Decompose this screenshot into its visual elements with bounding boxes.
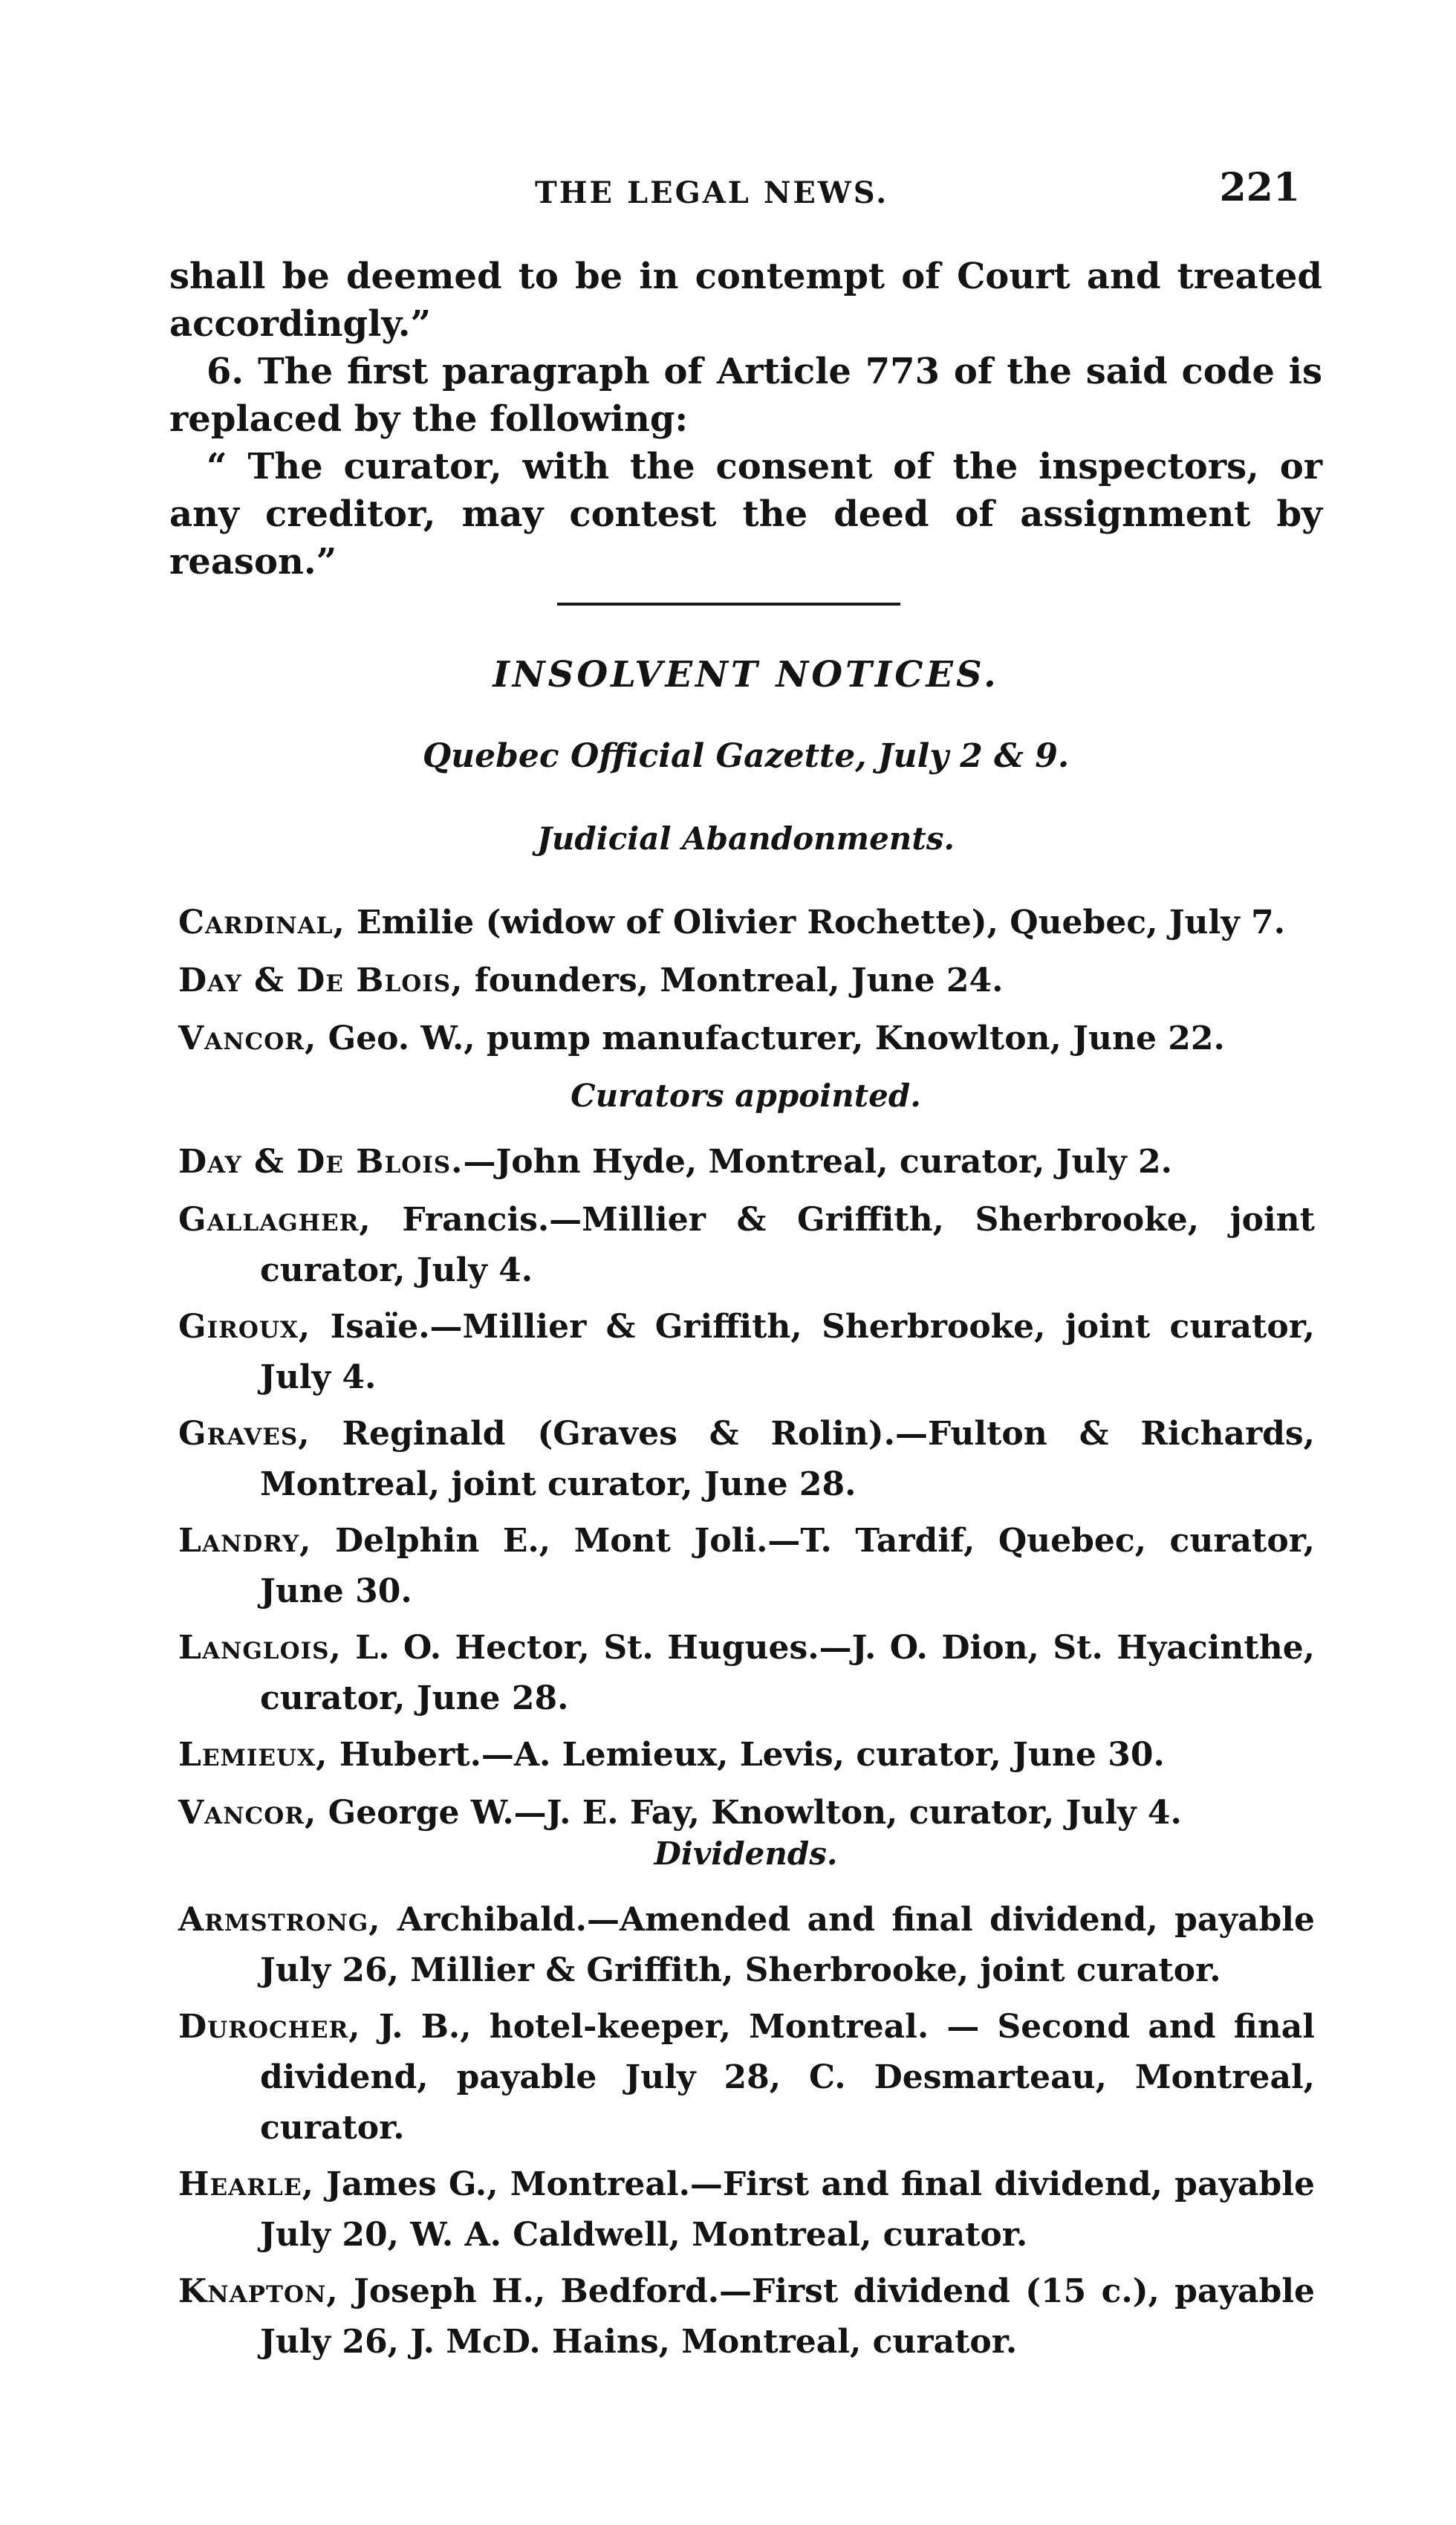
section-divider: [557, 603, 900, 606]
entry-name: Landry,: [178, 1522, 312, 1560]
entry-name: Day & De Blois,: [178, 962, 464, 999]
entry-name: Day & De Blois.: [178, 1143, 464, 1181]
entry-text: Francis.—Millier & Griffith, Sherbrooke, joint curator, July 4.: [260, 1201, 1315, 1289]
list-item: [178, 1302, 1315, 1403]
entry-text: Reginald (Graves & Rolin).—Fulton & Richards, Montreal, joint curator, June 28.: [260, 1415, 1315, 1503]
entry-text: L. O. Hector, St. Hugues.—J. O. Dion, St. Hyacinthe, curator, June 28.: [260, 1629, 1315, 1717]
page-number: 221: [1219, 165, 1300, 210]
entry-text: Geo. W., pump manufacturer, Knowlton, June 22.: [316, 1020, 1225, 1057]
list-item: [178, 1730, 1315, 1780]
list-item: [178, 2266, 1315, 2367]
entry-name: Armstrong,: [178, 1901, 381, 1939]
list-item: [178, 1516, 1315, 1617]
entry-name: Knapton,: [178, 2272, 339, 2310]
list-item: [178, 1623, 1315, 1724]
gazette-line: Quebec Official Gazette, July 2 & 9.: [422, 737, 1070, 775]
list-item: [178, 2002, 1315, 2153]
entry-name: Cardinal,: [178, 904, 345, 941]
entry-name: Durocher,: [178, 2008, 361, 2046]
list-item: [178, 1895, 1315, 1996]
running-title: THE LEGAL NEWS.: [535, 175, 889, 210]
entry-name: Hearle,: [178, 2165, 314, 2203]
entry-text: J. B., hotel-keeper, Montreal. — Second and final dividend, payable July 28, C. Desmarteau, Montreal, curator.: [260, 2008, 1315, 2147]
entry-name: Graves,: [178, 1415, 311, 1453]
heading-judicial-abandonments: Judicial Abandonments.: [536, 820, 955, 857]
heading-curators-appointed: Curators appointed.: [571, 1077, 921, 1114]
section-title: INSOLVENT NOTICES.: [493, 654, 999, 696]
abandonments-list: [178, 898, 1315, 1072]
entry-text: James G., Montreal.—First and final dividend, payable July 20, W. A. Caldwell, Montreal, curator.: [260, 2165, 1315, 2254]
entry-name: Vancor,: [178, 1794, 317, 1832]
intro-paragraph-2: 6. The first paragraph of Article 773 of the said code is replaced by the following:: [169, 351, 1322, 440]
entry-text: Emilie (widow of Olivier Rochette), Quebec, July 7.: [345, 904, 1286, 941]
entry-text: Archibald.—Amended and final dividend, payable July 26, Millier & Griffith, Sherbrooke, joint curator.: [260, 1901, 1315, 1989]
entry-text: George W.—J. E. Fay, Knowlton, curator, July 4.: [316, 1794, 1182, 1832]
list-item: [178, 2159, 1315, 2260]
entry-text: Hubert.—A. Lemieux, Levis, curator, June 30.: [328, 1736, 1165, 1774]
list-item: [178, 956, 1315, 1006]
curators-list: [178, 1137, 1315, 1846]
list-item: [178, 1788, 1315, 1838]
entry-text: Isaïe.—Millier & Griffith, Sherbrooke, joint curator, July 4.: [260, 1308, 1315, 1396]
entry-name: Langlois,: [178, 1629, 342, 1667]
list-item: [178, 1014, 1315, 1064]
intro-text: [169, 253, 1322, 586]
entry-name: Giroux,: [178, 1308, 311, 1346]
running-header: [171, 165, 1315, 217]
list-item: [178, 1195, 1315, 1296]
entry-text: —John Hyde, Montreal, curator, July 2.: [463, 1143, 1172, 1181]
entry-name: Vancor,: [178, 1020, 317, 1057]
entry-text: founders, Montreal, June 24.: [463, 962, 1004, 999]
dividends-list: [178, 1895, 1315, 2373]
list-item: [178, 1137, 1315, 1187]
list-item: [178, 1409, 1315, 1510]
entry-name: Gallagher,: [178, 1201, 371, 1239]
list-item: [178, 898, 1315, 948]
entry-text: Joseph H., Bedford.—First dividend (15 c.), payable July 26, J. McD. Hains, Montreal, curator.: [260, 2272, 1315, 2361]
heading-dividends: Dividends.: [654, 1835, 838, 1872]
intro-paragraph-3: “ The curator, with the consent of the inspectors, or any creditor, may contest the deed of assignment by reason.”: [169, 446, 1322, 583]
intro-paragraph-1: shall be deemed to be in contempt of Court and treated accordingly.”: [169, 256, 1322, 345]
entry-name: Lemieux,: [178, 1736, 328, 1774]
entry-text: Delphin E., Mont Joli.—T. Tardif, Quebec, curator, June 30.: [260, 1522, 1315, 1610]
